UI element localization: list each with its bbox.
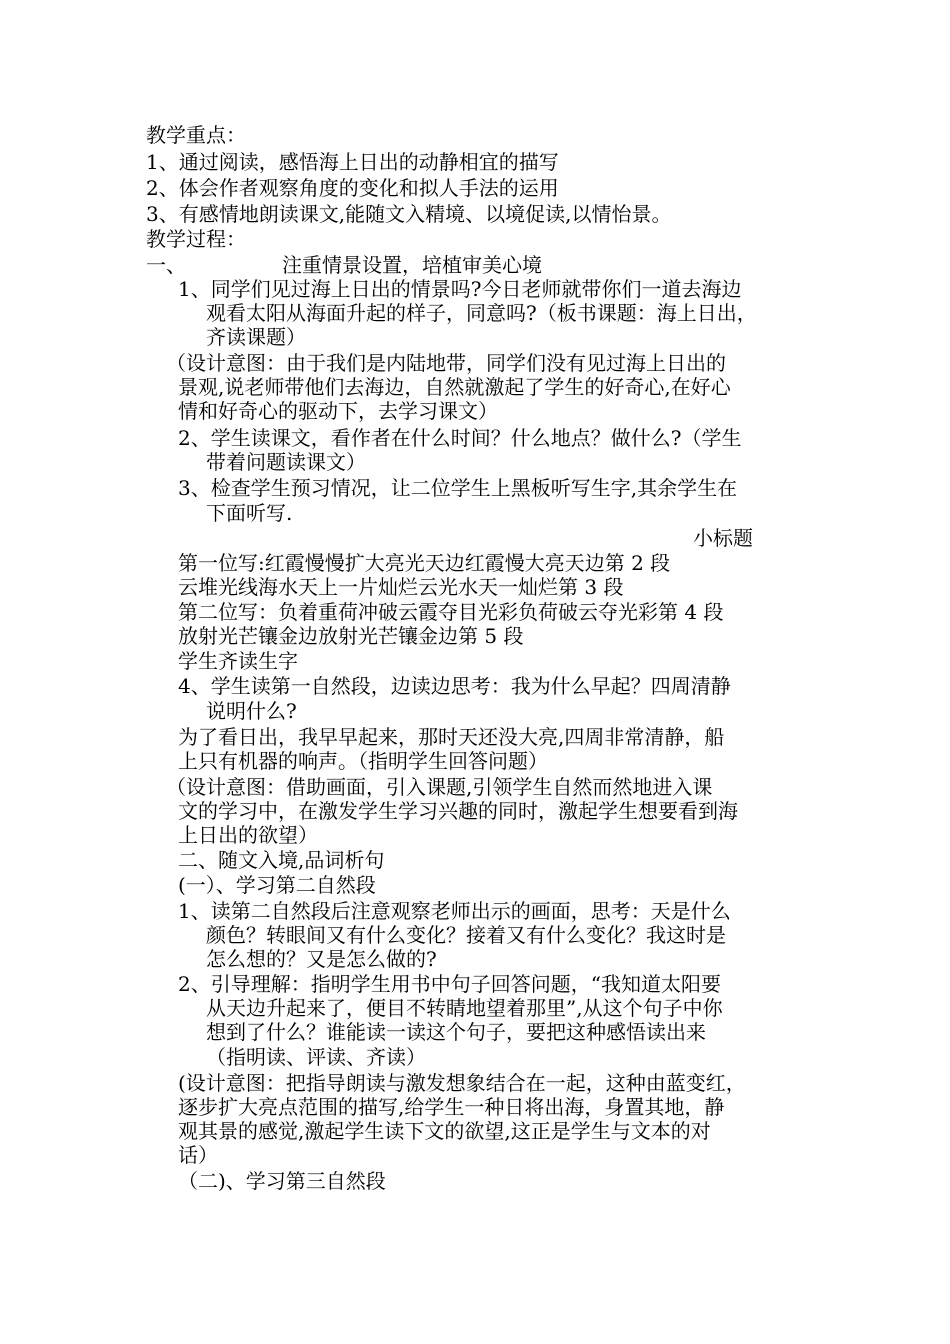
s1-item-1-line-3: 齐读课题） bbox=[206, 325, 306, 349]
s1-answer-line-2: 上只有机器的响声。（指明学生回答问题） bbox=[178, 749, 548, 773]
s2-design-1-line-1: (设计意图：把指导朗读与激发想象结合在一起，这种由蓝变红， bbox=[178, 1071, 746, 1095]
subsection-1-title: (一）、学习第二自然段 bbox=[178, 873, 376, 897]
s2-item-2-line-4: （指明读、评读、齐读） bbox=[206, 1045, 426, 1069]
dictation-line-4: 放射光芒镶金边放射光芒镶金边第 5 段 bbox=[178, 624, 524, 648]
s1-design-2-line-1: （设计意图：借助画面，引入课题,引领学生自然而然地进入课 bbox=[166, 775, 713, 799]
dictation-line-1: 第一位写:红霞慢慢扩大亮光天边红霞慢大亮天边第 2 段 bbox=[178, 551, 671, 575]
s1-item-1-line-2: 观看太阳从海面升起的样子，同意吗?（板书课题：海上日出， bbox=[206, 301, 757, 325]
s2-design-1-line-4: 话） bbox=[178, 1143, 218, 1167]
section-1-number: 一、 bbox=[146, 253, 186, 277]
section-2-title: 二、随文入境,品词析句 bbox=[178, 848, 385, 872]
subtitle-label: 小标题 bbox=[693, 526, 753, 550]
s2-item-1-line-3: 怎么想的？又是怎么做的? bbox=[206, 947, 437, 971]
s2-item-2-line-3: 想到了什么？谁能读一读这个句子，要把这种感悟读出来 bbox=[206, 1020, 706, 1044]
focus-heading: 教学重点： bbox=[146, 123, 246, 147]
s2-item-2-line-1: 2、引导理解：指明学生用书中句子回答问题，“我知道太阳要 bbox=[178, 972, 721, 996]
s1-design-1-line-1: （设计意图：由于我们是内陆地带，同学们没有见过海上日出的 bbox=[166, 351, 726, 375]
s2-design-1-line-3: 观其景的感觉,激起学生读下文的欲望,这正是学生与文本的对 bbox=[178, 1119, 711, 1143]
s2-design-1-line-2: 逐步扩大亮点范围的描写,给学生一种日将出海，身置其地，静 bbox=[178, 1095, 725, 1119]
dictation-line-3: 第二位写：负着重荷冲破云霞夺目光彩负荷破云夺光彩第 4 段 bbox=[178, 600, 724, 624]
s1-item-3-line-1: 3、检查学生预习情况，让二位学生上黑板听写生字,其余学生在 bbox=[178, 476, 738, 500]
s1-item-3-line-2: 下面听写. bbox=[206, 501, 293, 525]
subsection-2-title: （二)、学习第三自然段 bbox=[178, 1169, 386, 1193]
s2-item-1-line-2: 颜色？转眼间又有什么变化？接着又有什么变化？我这时是 bbox=[206, 923, 726, 947]
focus-item-1: 1、通过阅读，感悟海上日出的动静相宜的描写 bbox=[146, 150, 559, 174]
s1-design-2-line-2: 文的学习中，在激发学生学习兴趣的同时，激起学生想要看到海 bbox=[178, 799, 738, 823]
focus-item-2: 2、体会作者观察角度的变化和拟人手法的运用 bbox=[146, 176, 559, 200]
s1-item-2-line-2: 带着问题读课文） bbox=[206, 450, 366, 474]
s1-item-1-line-1: 1、同学们见过海上日出的情景吗?今日老师就带你们一道去海边 bbox=[178, 277, 742, 301]
s2-item-2-line-2: 从天边升起来了，便目不转睛地望着那里”,从这个句子中你 bbox=[206, 996, 723, 1020]
s1-answer-line-1: 为了看日出，我早早起来，那时天还没大亮,四周非常清静，船 bbox=[178, 725, 725, 749]
process-heading: 教学过程： bbox=[146, 227, 246, 251]
dictation-line-2: 云堆光线海水天上一片灿烂云光水天一灿烂第 3 段 bbox=[178, 575, 624, 599]
dictation-line-5: 学生齐读生字 bbox=[178, 649, 298, 673]
s1-item-4-line-2: 说明什么? bbox=[206, 699, 297, 723]
s1-design-2-line-3: 上日出的欲望） bbox=[178, 823, 318, 847]
s1-design-1-line-2: 景观,说老师带他们去海边，自然就激起了学生的好奇心,在好心 bbox=[178, 375, 731, 399]
section-1-title: 注重情景设置，培植审美心境 bbox=[282, 253, 542, 277]
s1-item-2-line-1: 2、学生读课文，看作者在什么时间？什么地点？做什么?（学生 bbox=[178, 426, 742, 450]
s1-item-4-line-1: 4、学生读第一自然段，边读边思考：我为什么早起？四周清静 bbox=[178, 674, 731, 698]
s1-design-1-line-3: 情和好奇心的驱动下，去学习课文） bbox=[178, 399, 498, 423]
focus-item-3: 3、有感情地朗读课文,能随文入精境、以境促读,以情怡景。 bbox=[146, 202, 672, 226]
s2-item-1-line-1: 1、读第二自然段后注意观察老师出示的画面，思考：天是什么 bbox=[178, 899, 731, 923]
